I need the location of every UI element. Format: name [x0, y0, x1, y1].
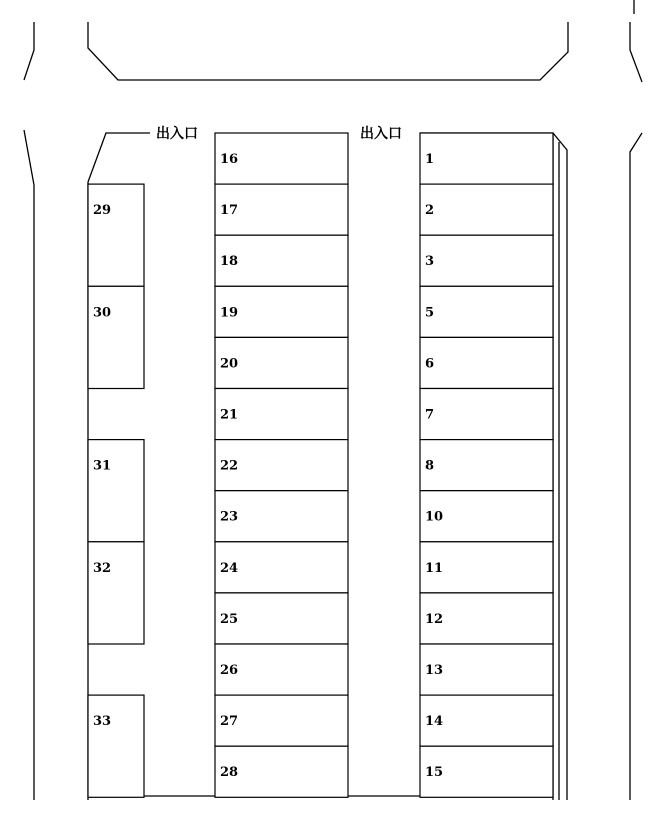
- parking-slot-outline: [88, 184, 144, 286]
- parking-slot-number: 8: [425, 458, 435, 474]
- parking-slot-number: 19: [220, 305, 239, 321]
- parking-slot: [215, 286, 348, 337]
- parking-slot-outline: [88, 286, 144, 388]
- entrance-label-right: 出入口: [360, 126, 402, 142]
- parking-slot: [88, 542, 144, 644]
- parking-slot-number: 31: [93, 458, 112, 474]
- parking-slot: [215, 593, 348, 644]
- left-boundary-upper: [24, 22, 34, 80]
- right-boundary-upper: [630, 22, 642, 82]
- parking-slot-number: 11: [425, 560, 444, 576]
- parking-slot: [215, 542, 348, 593]
- parking-slot: [215, 440, 348, 491]
- right-slot-column: [420, 133, 553, 797]
- middle-slot-column: [215, 133, 348, 797]
- parking-slot: [88, 184, 144, 286]
- parking-slot-outline: [420, 337, 553, 388]
- parking-slot-number: 7: [425, 407, 435, 423]
- entrance-label-left: 出入口: [156, 126, 198, 142]
- parking-slot-number: 26: [220, 663, 239, 678]
- parking-slot-number: 24: [220, 560, 239, 576]
- parking-slot-number: 22: [220, 458, 239, 474]
- parking-slot-number: 10: [425, 509, 444, 525]
- parking-slot-number: 15: [425, 765, 444, 781]
- parking-slot-number: 3: [425, 254, 435, 270]
- parking-slot-number: 2: [425, 203, 435, 219]
- parking-slot: [420, 440, 553, 491]
- parking-slot: [88, 286, 144, 388]
- left-slot-column: [88, 184, 144, 797]
- parking-slot-number: 20: [220, 356, 239, 372]
- parking-slot-outline: [88, 440, 144, 542]
- parking-slot-outline: [420, 389, 553, 440]
- top-building-outline: [88, 22, 568, 80]
- parking-slot: [420, 542, 553, 593]
- parking-slot: [420, 593, 553, 644]
- parking-slot-number: 32: [93, 560, 112, 576]
- parking-slot-number: 29: [93, 203, 112, 219]
- parking-slot: [215, 644, 348, 695]
- parking-slot: [88, 440, 144, 542]
- parking-slot-outline: [420, 286, 553, 337]
- parking-slot-outline: [420, 235, 553, 286]
- parking-slot-outline: [420, 184, 553, 235]
- parking-slot-number: 6: [425, 356, 435, 372]
- parking-slot-number: 5: [425, 305, 435, 321]
- parking-slot: [420, 389, 553, 440]
- parking-slot: [420, 184, 553, 235]
- parking-slot-number: 14: [425, 714, 444, 730]
- parking-slot-number: 1: [425, 152, 435, 167]
- left-boundary-lower: [24, 130, 34, 800]
- parking-slot: [215, 491, 348, 542]
- parking-slot: [420, 695, 553, 746]
- right-boundary-lower: [630, 133, 642, 800]
- parking-slot-outline: [88, 542, 144, 644]
- parking-slot-number: 13: [425, 663, 444, 678]
- parking-slot: [88, 695, 144, 797]
- parking-slot: [215, 133, 348, 184]
- parking-slot-number: 18: [220, 254, 239, 270]
- parking-slot-number: 16: [220, 152, 239, 167]
- parking-slot: [420, 286, 553, 337]
- parking-slot-number: 30: [93, 305, 112, 321]
- parking-slot: [215, 695, 348, 746]
- parking-slot-number: 21: [220, 407, 239, 423]
- parking-slot-outline: [420, 133, 553, 184]
- parking-slot-outline: [420, 440, 553, 491]
- parking-slot: [420, 337, 553, 388]
- parking-slot-number: 25: [220, 611, 239, 627]
- parking-slot-number: 33: [93, 714, 112, 730]
- parking-slot: [420, 235, 553, 286]
- parking-slot-number: 27: [220, 714, 239, 730]
- parking-slot-number: 28: [220, 765, 239, 781]
- parking-slot-outline: [88, 695, 144, 797]
- parking-slot: [420, 133, 553, 184]
- parking-slot: [215, 389, 348, 440]
- parking-slot: [420, 644, 553, 695]
- parking-slot: [215, 337, 348, 388]
- parking-slot: [215, 746, 348, 797]
- parking-slot: [215, 184, 348, 235]
- parking-slot-number: 12: [425, 611, 444, 627]
- parking-slot: [215, 235, 348, 286]
- parking-slot-number: 17: [220, 203, 239, 219]
- parking-slot: [420, 491, 553, 542]
- parking-slot-number: 23: [220, 509, 239, 525]
- entrance-leader-line: [88, 133, 150, 182]
- parking-slot: [420, 746, 553, 797]
